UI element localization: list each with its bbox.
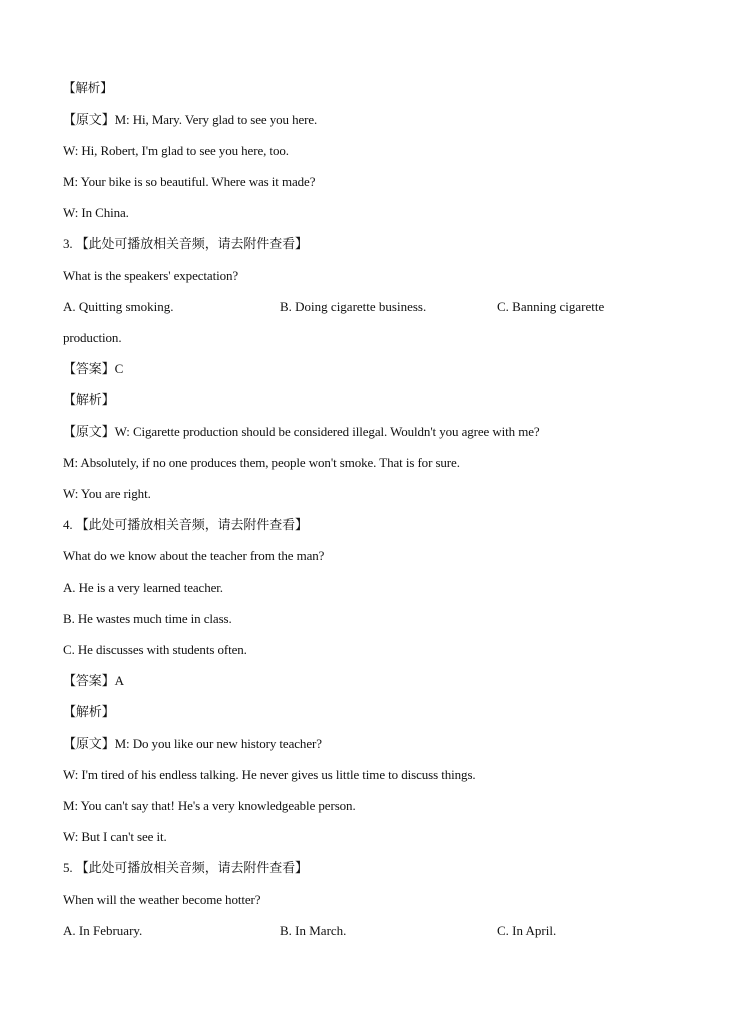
transcript-line: M: Absolutely, if no one produces them, people won't smoke. That is for sure. (63, 455, 460, 470)
transcript-line: 【原文】W: Cigarette production should be considered illegal. Wouldn't you agree with me? (63, 424, 540, 439)
question-text: When will the weather become hotter? (63, 892, 261, 907)
option-c-continued: production. (63, 330, 122, 345)
question-text: What is the speakers' expectation? (63, 268, 239, 283)
transcript-line: W: Hi, Robert, I'm glad to see you here, too. (63, 143, 289, 158)
transcript-line: 【原文】M: Hi, Mary. Very glad to see you here. (63, 112, 318, 127)
question-number: 4. 【此处可播放相关音频，请去附件查看】 (63, 517, 308, 532)
option-b: B. Doing cigarette business. (280, 299, 427, 314)
option-c: C. In April. (497, 923, 557, 938)
option-b: B. He wastes much time in class. (63, 611, 232, 626)
option-b: B. In March. (280, 923, 347, 938)
option-a: A. Quitting smoking. (63, 299, 174, 314)
transcript-line: 【原文】M: Do you like our new history teacher? (63, 736, 322, 751)
transcript-line: W: But I can't see it. (63, 829, 167, 844)
question-number: 5. 【此处可播放相关音频，请去附件查看】 (63, 860, 308, 875)
question-text: What do we know about the teacher from the man? (63, 548, 325, 563)
option-a: A. In February. (63, 923, 143, 938)
analysis-heading: 【解析】 (63, 704, 115, 719)
transcript-line: M: You can't say that! He's a very knowledgeable person. (63, 798, 356, 813)
question-number: 3. 【此处可播放相关音频，请去附件查看】 (63, 236, 308, 251)
transcript-line: W: I'm tired of his endless talking. He never gives us little time to discuss things. (63, 767, 476, 782)
analysis-heading: 【解析】 (63, 80, 113, 95)
option-a: A. He is a very learned teacher. (63, 580, 223, 595)
transcript-line: W: You are right. (63, 486, 151, 501)
analysis-heading: 【解析】 (63, 392, 115, 407)
option-c: C. He discusses with students often. (63, 642, 247, 657)
answer-line: 【答案】C (63, 361, 124, 376)
answer-line: 【答案】A (63, 673, 124, 688)
option-c: C. Banning cigarette (497, 299, 605, 314)
transcript-line: M: Your bike is so beautiful. Where was it made? (63, 174, 316, 189)
transcript-line: W: In China. (63, 205, 129, 220)
